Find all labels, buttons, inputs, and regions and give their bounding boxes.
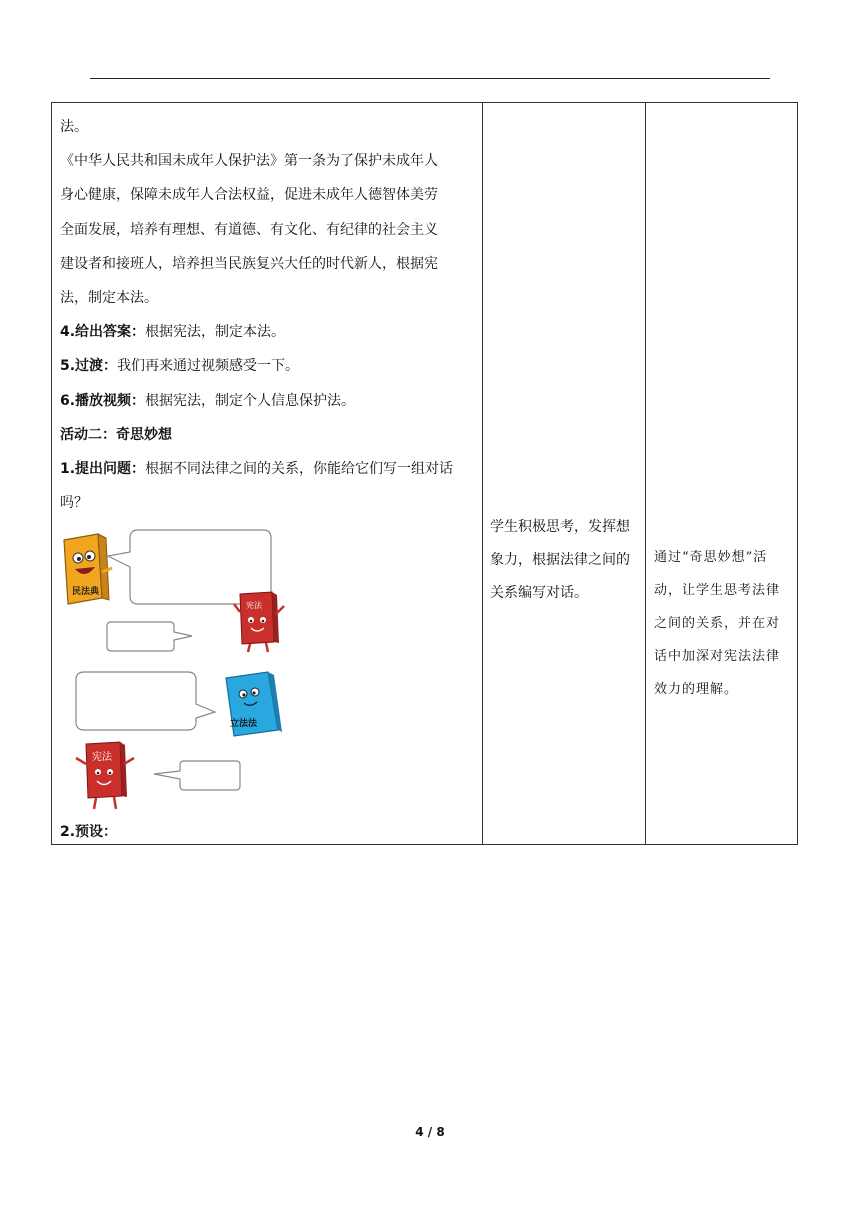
page-number: 4 / 8 [415, 1125, 445, 1139]
speech-bubble [108, 530, 271, 604]
law-quote-line: 法，制定本法。 [60, 290, 158, 307]
law-quote-line: 建设者和接班人，培养担当民族复兴大任的时代新人，根据宪 [60, 255, 438, 272]
step-label: 4.给出答案： [60, 324, 146, 341]
speech-bubble [107, 622, 192, 651]
step-text: 我们再来通过视频感受一下。 [117, 358, 300, 375]
constitution-label: 宪法 [92, 752, 112, 763]
civil-code-label: 民法典 [72, 587, 100, 597]
student-activity-cell: 学生积极思考，发挥想象力，根据法律之间的关系编写对话。 [490, 519, 630, 601]
question-1-cont: 吗？ [60, 495, 88, 512]
legislation-label: 立法法 [230, 719, 258, 729]
step-label: 1.提出问题： [60, 461, 146, 478]
column-divider [645, 103, 646, 844]
text-line: 法。 [60, 119, 88, 135]
speech-bubble [154, 761, 240, 790]
dialogue-illustration [58, 522, 303, 817]
step-text: 根据宪法，制定本法。 [145, 324, 286, 341]
step-4 [60, 315, 474, 349]
civil-code-book-icon [64, 534, 112, 604]
step-label: 5.过渡： [60, 358, 118, 375]
law-quote-line: 身心健康，保障未成年人合法权益，促进未成年人德智体美劳 [60, 187, 438, 204]
speech-bubble [76, 672, 215, 730]
step-6 [60, 384, 474, 418]
activity-heading: 活动二：奇思妙想 [60, 426, 172, 443]
step-label: 6.播放视频： [60, 392, 146, 409]
step-text: 根据宪法，制定个人信息保护法。 [145, 392, 356, 409]
law-quote-line: 全面发展，培养有理想、有道德、有文化、有纪律的社会主义 [60, 221, 438, 238]
header-rule [90, 78, 770, 79]
constitution-book-icon [76, 742, 134, 809]
question-1 [60, 452, 474, 486]
constitution-book-icon [234, 592, 284, 652]
step-text: 根据不同法律之间的关系，你能给它们写一组对话 [145, 461, 454, 478]
law-quote-line: 《中华人民共和国未成年人保护法》第一条为了保护未成年人 [60, 153, 438, 170]
design-intent-cell: 通过“奇思妙想”活动，让学生思考法律之间的关系，并在对话中加深对宪法法律效力的理解。 [654, 550, 781, 697]
preset-block [60, 815, 474, 849]
constitution-label: 宪法 [246, 601, 262, 610]
column-divider [482, 103, 483, 844]
step-2-preset: 2.预设： [60, 824, 118, 840]
legislation-law-book-icon [226, 672, 282, 736]
step-5 [60, 349, 474, 383]
teacher-activity-column [60, 110, 474, 520]
dialogue-illustration-svg [58, 522, 303, 817]
